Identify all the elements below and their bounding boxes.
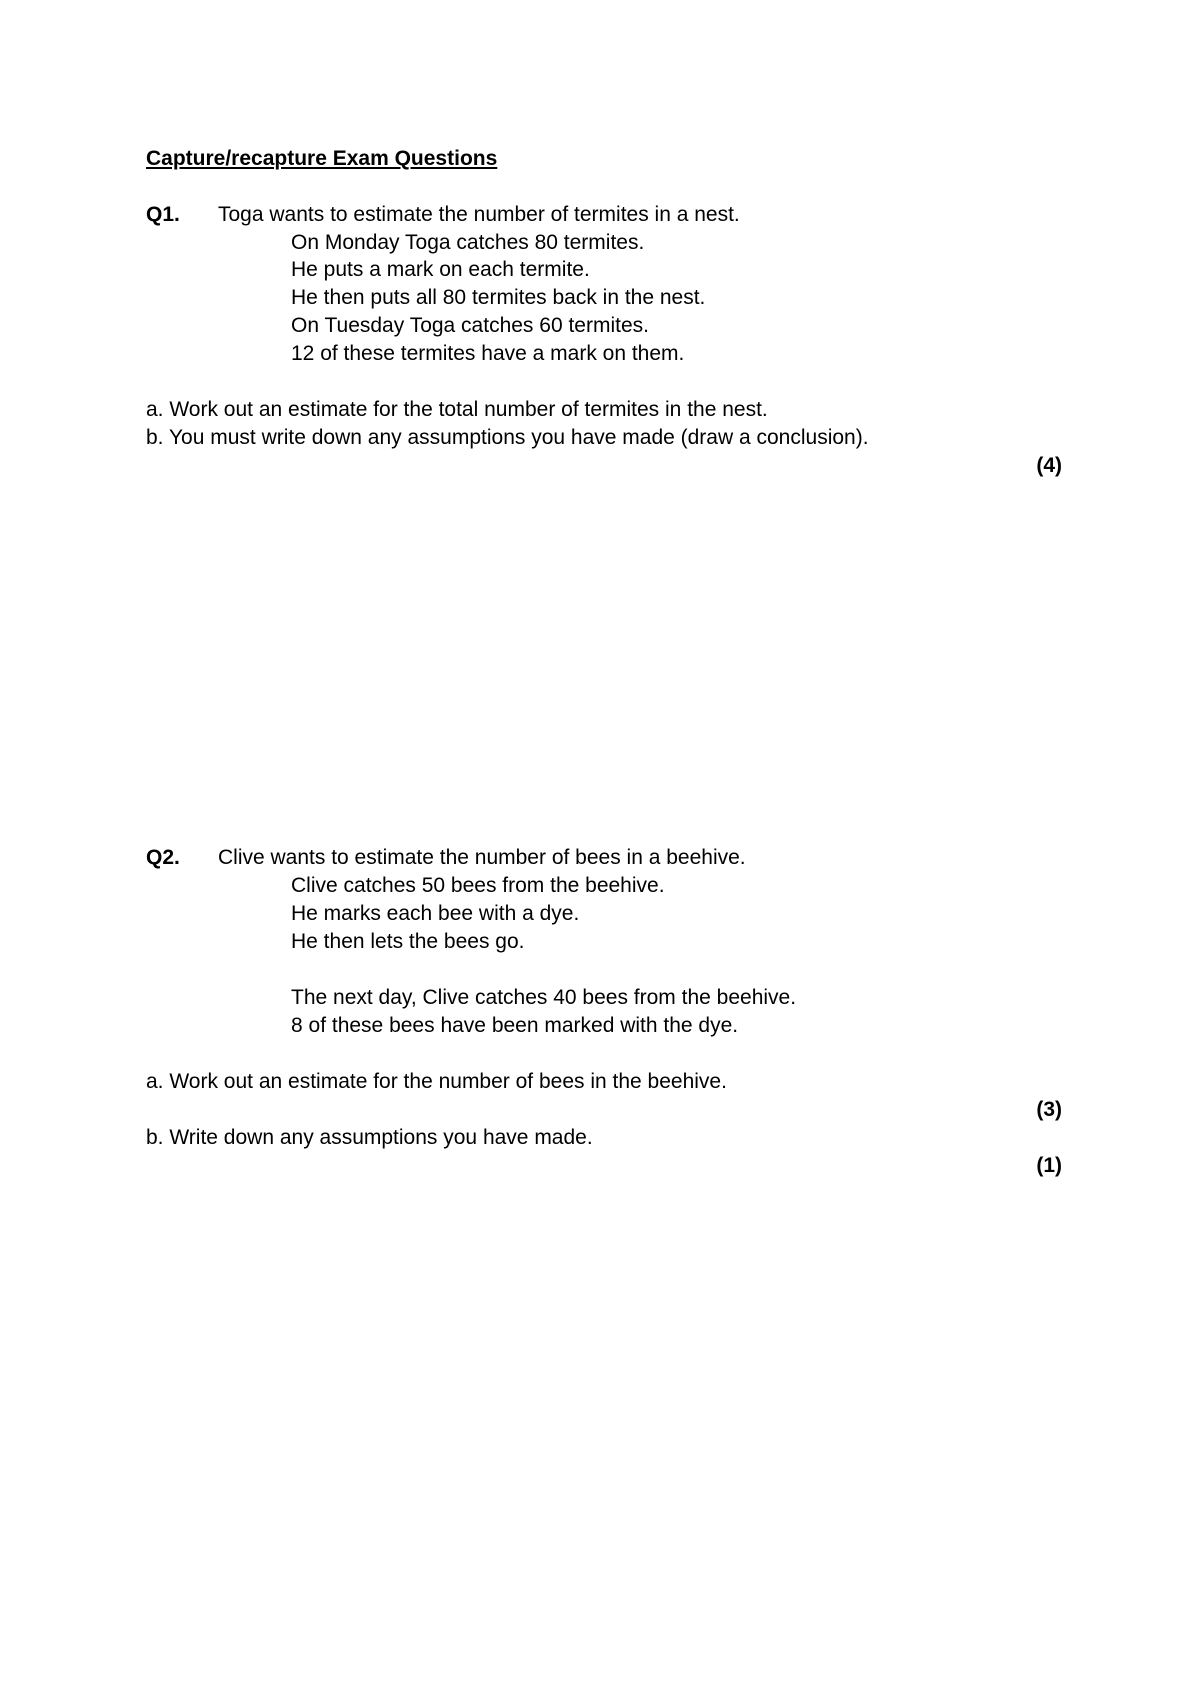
question-part-a: a. Work out an estimate for the number of bees in the beehive. — [146, 1070, 727, 1093]
question-line: 8 of these bees have been marked with the dye. — [291, 1014, 739, 1037]
question-label: Q1. — [146, 203, 180, 226]
question-line: 12 of these termites have a mark on them. — [291, 342, 685, 365]
question-line: He then puts all 80 termites back in the nest. — [291, 286, 706, 309]
question-line: He then lets the bees go. — [291, 930, 525, 953]
question-part-b: b. Write down any assumptions you have made. — [146, 1126, 593, 1149]
marks-label: (1) — [1036, 1154, 1062, 1177]
question-line: He marks each bee with a dye. — [291, 902, 580, 925]
question-line: The next day, Clive catches 40 bees from the beehive. — [291, 986, 797, 1009]
question-part-a: a. Work out an estimate for the total number of termites in the nest. — [146, 398, 768, 421]
question-label: Q2. — [146, 846, 180, 869]
question-line: On Tuesday Toga catches 60 termites. — [291, 314, 649, 337]
question-line: Clive catches 50 bees from the beehive. — [291, 874, 665, 897]
question-line: He puts a mark on each termite. — [291, 258, 590, 281]
question-stem: Clive wants to estimate the number of bees in a beehive. — [218, 846, 746, 869]
page-title: Capture/recapture Exam Questions — [146, 147, 498, 170]
question-line: On Monday Toga catches 80 termites. — [291, 231, 645, 254]
marks-label: (4) — [1036, 454, 1062, 477]
marks-label: (3) — [1036, 1098, 1062, 1121]
question-part-b: b. You must write down any assumptions you have made (draw a conclusion). — [146, 426, 869, 449]
question-stem: Toga wants to estimate the number of termites in a nest. — [218, 203, 740, 226]
